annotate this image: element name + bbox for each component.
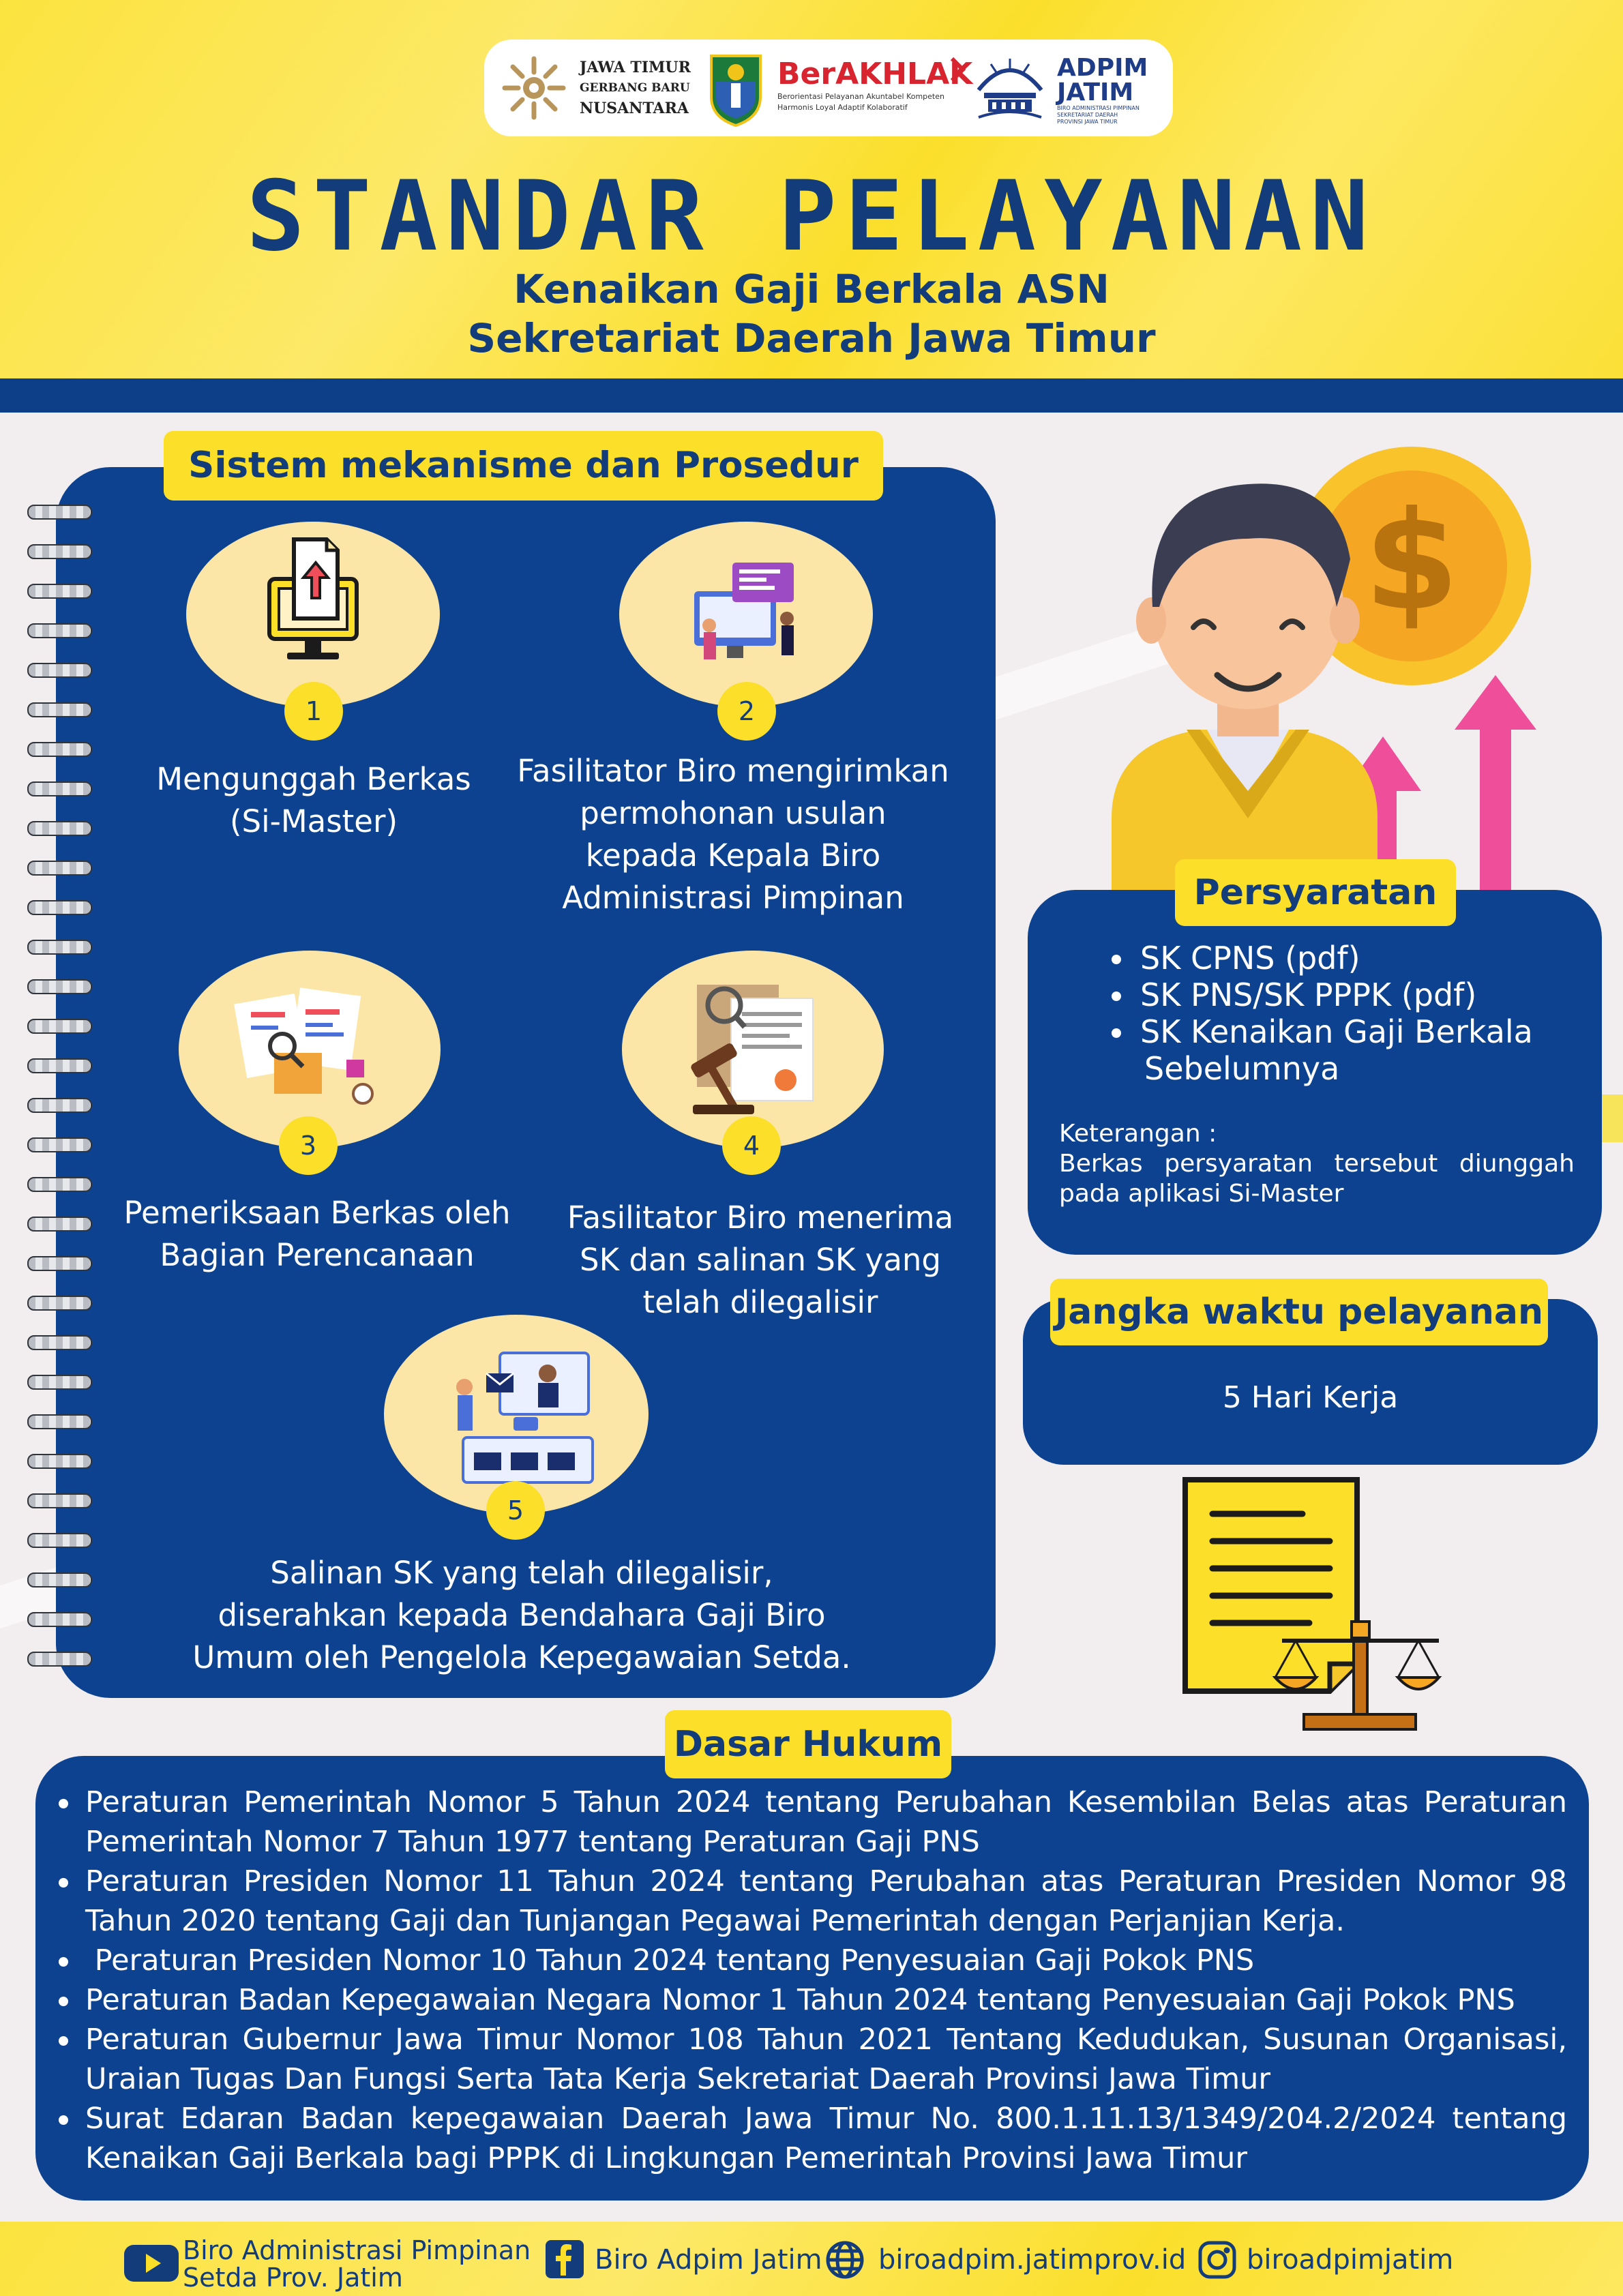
notebook-ring — [27, 505, 92, 520]
notebook-ring — [27, 1098, 92, 1113]
notebook-ring — [27, 663, 92, 678]
step-line: Fasilitator Biro mengirimkan — [517, 753, 949, 789]
page-subtitle: Kenaikan Gaji Berkala ASN — [513, 266, 1110, 312]
step-line: Mengunggah Berkas — [156, 761, 471, 797]
notebook-ring — [27, 702, 92, 717]
legal-basis-label: Dasar Hukum — [665, 1710, 951, 1778]
requirements-label: Persyaratan — [1175, 859, 1456, 926]
berakhlak-wordmark: BerAKHLAK — [777, 57, 973, 91]
jatim-logo-text — [580, 57, 696, 119]
legal-item: Peraturan Presiden Nomor 10 Tahun 2024 tentang Penyesuaian Gaji Pokok PNS — [55, 1941, 1567, 1980]
step-2-illustration — [619, 522, 873, 707]
requirements-note — [1059, 1119, 1575, 1209]
page-subtitle: Sekretariat Daerah Jawa Timur — [467, 315, 1156, 361]
employee-salary-illustration — [1091, 436, 1555, 900]
logo-line: NUSANTARA — [580, 100, 689, 117]
facebook-link[interactable]: Biro Adpim Jatim — [595, 2244, 822, 2276]
globe-icon[interactable] — [825, 2240, 865, 2280]
legalization-illustration — [676, 971, 833, 1121]
website-link[interactable]: biroadpim.jatimprov.id — [878, 2244, 1187, 2276]
instagram-icon[interactable] — [1197, 2240, 1237, 2280]
logo-line: GERBANG BARU — [580, 81, 690, 95]
notebook-ring — [27, 1454, 92, 1469]
timeframe-label: Jangka waktu pelayanan — [1050, 1279, 1548, 1345]
notebook-ring — [27, 1137, 92, 1152]
notebook-ring — [27, 1572, 92, 1587]
notebook-ring — [27, 861, 92, 876]
step-number: 2 — [717, 682, 776, 741]
adpim-logo-text — [1057, 56, 1166, 125]
chevron-right-icon — [948, 56, 968, 83]
step-line: (Si-Master) — [229, 803, 398, 839]
legal-item: Surat Edaran Badan kepegawaian Daerah Jawa Timur No. 800.1.11.13/1349/204.2/2024 tentang Kenaikan Gaji Berkala bagi PPPK di Lingkungan Pemerintah Provinsi Jawa Timur — [55, 2099, 1567, 2178]
notebook-ring — [27, 940, 92, 955]
legal-basis-list — [55, 1783, 1567, 2178]
step-number: 1 — [284, 682, 343, 741]
notebook-ring — [27, 1612, 92, 1627]
legal-item: Peraturan Pemerintah Nomor 5 Tahun 2024 tentang Perubahan Kesembilan Belas atas Peraturan Pemerintah Nomor 7 Tahun 1977 tentang Peraturan Gaji PNS — [55, 1783, 1567, 1862]
notebook-ring — [27, 544, 92, 559]
notebook-ring — [27, 1335, 92, 1350]
step-line: Bagian Perencanaan — [160, 1237, 475, 1273]
step-line: Fasilitator Biro menerima — [567, 1199, 954, 1236]
notebook-ring — [27, 1019, 92, 1034]
legal-item: Peraturan Presiden Nomor 11 Tahun 2024 tentang Perubahan atas Peraturan Presiden Nomor 98 Tahun 2020 tentang Gaji dan Tunjangan Pegawai Pemerintah dengan Perjanjian Kerja. — [55, 1862, 1567, 1941]
facebook-icon[interactable] — [546, 2240, 584, 2278]
instagram-link[interactable]: biroadpimjatim — [1247, 2244, 1454, 2276]
notebook-ring — [27, 900, 92, 915]
step-line: Pemeriksaan Berkas oleh — [123, 1195, 511, 1231]
youtube-icon[interactable] — [123, 2242, 181, 2283]
notebook-ring — [27, 623, 92, 638]
notebook-ring — [27, 1652, 92, 1667]
step-line: SK dan salinan SK yang — [580, 1242, 941, 1278]
adpim-tagline: PROVINSI JAWA TIMUR — [1057, 119, 1118, 125]
page-title: STANDAR PELAYANAN — [246, 160, 1377, 273]
berakhlak-tagline: Harmonis Loyal Adaptif Kolaboratif — [777, 103, 908, 112]
note-line: pada aplikasi Si-Master — [1059, 1180, 1344, 1208]
notebook-ring — [27, 781, 92, 796]
step-line: Administrasi Pimpinan — [562, 880, 904, 916]
step-4-text — [539, 1197, 982, 1324]
requirement-item-continued: Sebelumnya — [1144, 1050, 1340, 1087]
notebook-ring — [27, 1217, 92, 1232]
berakhlak-logo — [777, 57, 973, 113]
legal-item: Peraturan Gubernur Jawa Timur Nomor 108 Tahun 2021 Tentang Kedudukan, Susunan Organisasi, Uraian Tugas Dan Fungsi Serta Tata Kerja Sekretariat Daerah Provinsi Jawa Timur — [55, 2020, 1567, 2099]
document-review-illustration — [226, 971, 397, 1114]
notebook-ring — [27, 1256, 92, 1271]
step-2-text — [505, 750, 962, 919]
step-number: 3 — [279, 1116, 338, 1175]
notebook-ring — [27, 821, 92, 836]
step-line: telah dilegalisir — [642, 1284, 878, 1320]
logo-line: JAWA TIMUR — [580, 59, 691, 76]
step-1-text — [109, 758, 518, 843]
notebook-ring — [27, 1414, 92, 1429]
note-line: Berkas persyaratan tersebut diunggah — [1059, 1150, 1575, 1178]
handover-illustration — [445, 1335, 595, 1492]
note-title: Keterangan : — [1059, 1120, 1217, 1148]
jatim-wordmark: JATIM — [1057, 78, 1134, 106]
requirement-item: SK Kenaikan Gaji Berkala — [1106, 1013, 1577, 1050]
notebook-ring — [27, 1375, 92, 1390]
document-icon — [1185, 1480, 1357, 1691]
adpim-wordmark: ADPIM — [1057, 54, 1148, 82]
step-number: 4 — [722, 1116, 781, 1175]
jatim-ornament-logo — [499, 53, 569, 123]
upload-monitor-icon — [252, 535, 374, 672]
notebook-ring — [27, 742, 92, 757]
step-line: diserahkan kepada Bendahara Gaji Biro — [218, 1597, 826, 1633]
notebook-ring — [27, 1533, 92, 1548]
step-line: Umum oleh Pengelola Kepegawaian Setda. — [192, 1639, 851, 1675]
timeframe-value: 5 Hari Kerja — [1222, 1380, 1399, 1415]
berakhlak-tagline: Berorientasi Pelayanan Akuntabel Kompeten — [777, 92, 944, 101]
workstation-illustration — [685, 556, 807, 679]
adpim-tagline: BIRO ADMINISTRASI PIMPINAN — [1057, 105, 1140, 111]
document-scales-illustration — [1173, 1473, 1446, 1746]
notebook-ring — [27, 584, 92, 599]
adpim-tagline: SEKRETARIAT DAERAH — [1057, 112, 1118, 118]
youtube-channel-name: Biro Administrasi Pimpinan — [183, 2235, 531, 2265]
notebook-ring — [27, 1058, 92, 1073]
footer — [0, 2222, 1623, 2296]
requirement-item: SK PNS/SK PPPK (pdf) — [1106, 976, 1577, 1013]
step-1-illustration — [186, 522, 440, 707]
notebook-ring — [27, 1177, 92, 1192]
step-3-text — [102, 1192, 532, 1277]
youtube-channel-name: Setda Prov. Jatim — [183, 2263, 403, 2293]
step-line: kepada Kepala Biro — [585, 837, 881, 874]
provincial-emblem-logo — [708, 49, 764, 127]
step-5-text — [170, 1552, 873, 1679]
notebook-ring — [27, 979, 92, 994]
step-number: 5 — [486, 1481, 545, 1540]
requirement-item: SK CPNS (pdf) — [1106, 940, 1577, 976]
step-line: permohonan usulan — [580, 795, 887, 831]
youtube-channel-link[interactable] — [183, 2237, 531, 2291]
step-line: Salinan SK yang telah dilegalisir, — [270, 1555, 773, 1591]
legal-item: Peraturan Badan Kepegawaian Negara Nomor 1 Tahun 2024 tentang Penyesuaian Gaji Pokok PNS — [55, 1980, 1567, 2020]
notebook-ring — [27, 1493, 92, 1508]
requirements-list — [1106, 940, 1577, 1050]
procedure-label: Sistem mekanisme dan Prosedur — [164, 431, 883, 501]
header-stripe — [0, 378, 1623, 413]
adpim-emblem-logo — [972, 55, 1048, 123]
notebook-ring — [27, 1296, 92, 1311]
svg-text:$: $ — [1364, 482, 1459, 641]
logo-bar — [484, 40, 1173, 136]
